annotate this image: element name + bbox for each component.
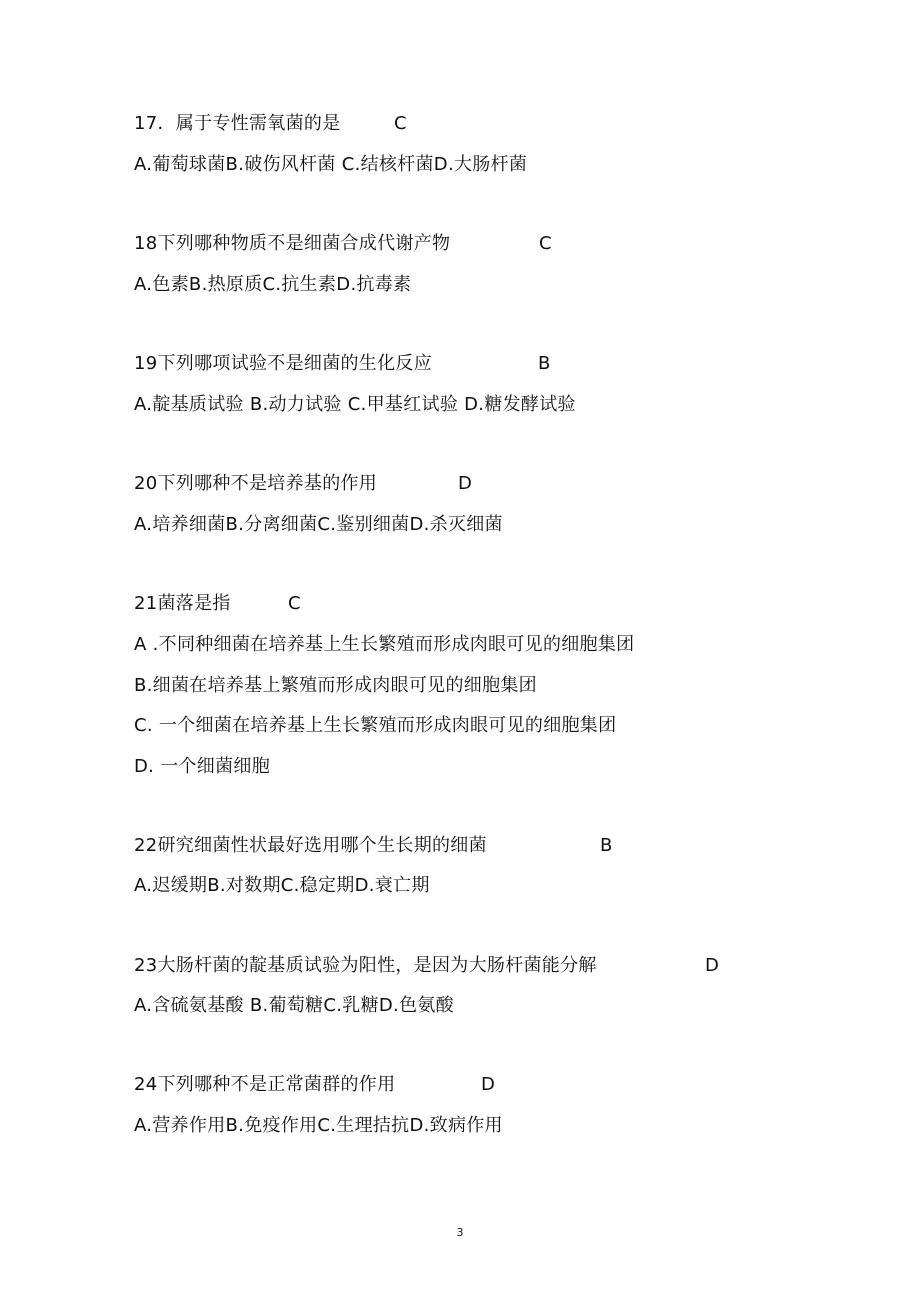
- question-21-option-c: C. 一个细菌在培养基上生长繁殖而形成肉眼可见的细胞集团: [134, 715, 617, 736]
- question-17-stem: 17．属于专性需氧菌的是: [134, 113, 341, 134]
- question-19-option-line: A.靛基质试验 B.动力试验 C.甲基红试验 D.糖发酵试验: [134, 394, 576, 415]
- question-22-answer: B: [600, 835, 613, 856]
- question-18-answer: C: [539, 233, 552, 254]
- question-19-stem: 19下列哪项试验不是细菌的生化反应: [134, 353, 433, 374]
- question-18-stem: 18下列哪种物质不是细菌合成代谢产物: [134, 233, 451, 254]
- question-21-answer: C: [288, 593, 301, 614]
- question-20-stem: 20下列哪种不是培养基的作用: [134, 473, 378, 494]
- question-24-answer: D: [481, 1074, 495, 1095]
- question-22-stem: 22研究细菌性状最好选用哪个生长期的细菌: [134, 835, 487, 856]
- question-21-option-a: A .不同种细菌在培养基上生长繁殖而形成肉眼可见的细胞集团: [134, 634, 635, 655]
- question-18-option-line: A.色素B.热原质C.抗生素D.抗毒素: [134, 274, 412, 295]
- question-17-option-line: A.葡萄球菌B.破伤风杆菌 C.结核杆菌D.大肠杆菌: [134, 154, 528, 175]
- question-21-option-b: B.细菌在培养基上繁殖而形成肉眼可见的细胞集团: [134, 675, 537, 696]
- question-20-answer: D: [458, 473, 472, 494]
- question-23-stem: 23大肠杆菌的靛基质试验为阳性，是因为大肠杆菌能分解: [134, 955, 597, 976]
- question-22-option-line: A.迟缓期B.对数期C.稳定期D.衰亡期: [134, 875, 430, 896]
- question-21-option-d: D. 一个细菌细胞: [134, 756, 271, 777]
- question-21-stem: 21菌落是指: [134, 593, 231, 614]
- question-17-answer: C: [394, 113, 407, 134]
- question-24-option-line: A.营养作用B.免疫作用C.生理拮抗D.致病作用: [134, 1115, 503, 1136]
- page-number: 3: [456, 1226, 464, 1239]
- question-23-option-line: A.含硫氨基酸 B.葡萄糖C.乳糖D.色氨酸: [134, 995, 454, 1016]
- question-19-answer: B: [538, 353, 551, 374]
- question-20-option-line: A.培养细菌B.分离细菌C.鉴别细菌D.杀灭细菌: [134, 514, 503, 535]
- question-24-stem: 24下列哪种不是正常菌群的作用: [134, 1074, 396, 1095]
- question-23-answer: D: [705, 955, 719, 976]
